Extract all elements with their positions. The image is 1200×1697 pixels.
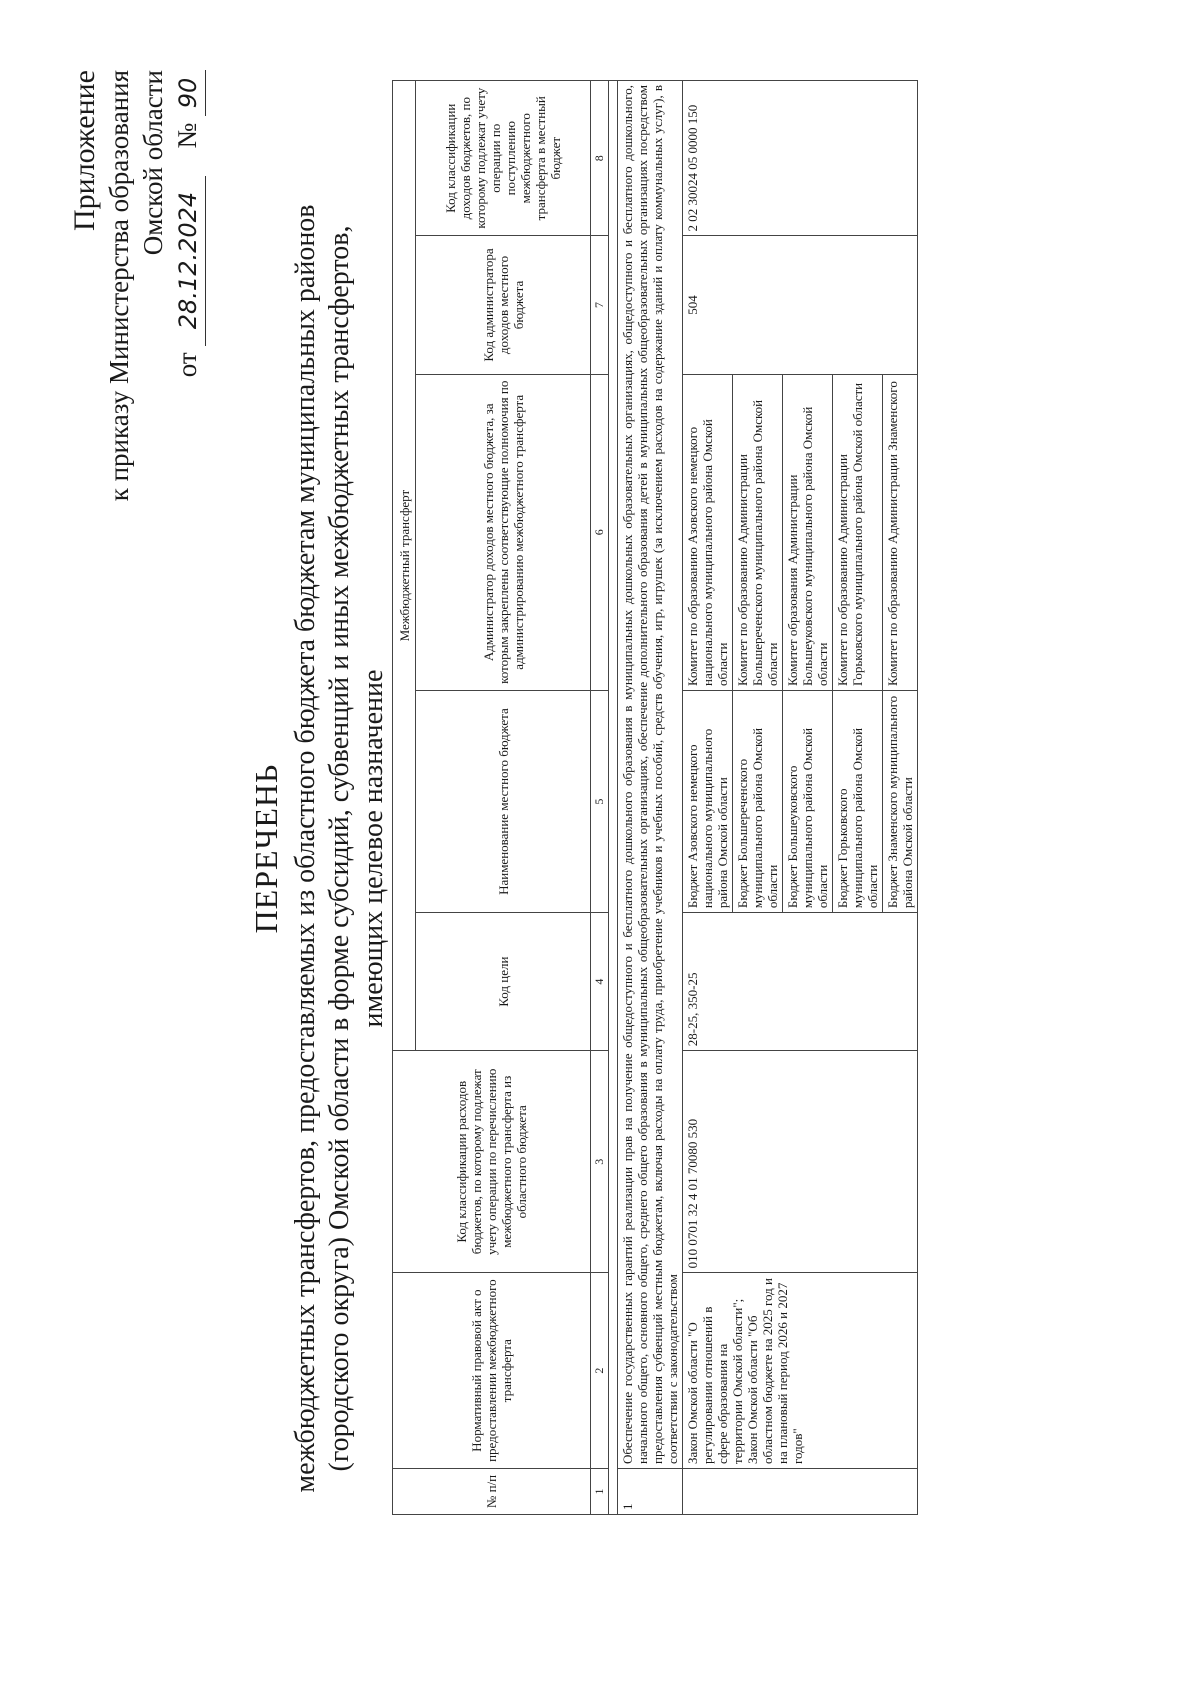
section-description: Обеспечение государственных гарантий реализации прав на получение общедоступного и бесплатного дошкольного образования в муниципальных дошкольных образовательных организациях, общедоступного и бесплатного дошкольного, начального общего, основного общего, среднего общего образования в муниципальных общеобразовательных организациях, обеспечение дополнительного образования детей в муниципальных общеобразовательных организациях посредством предоставления субвенций местным бюджетам, включая расходы на оплату труда, приобретение учебников и учебных пособий, средств обучения, игр, игрушек (за исключением расходов на содержание зданий и оплату коммунальных услуг), в соответствии с законодательством	[618, 81, 683, 1469]
order-date: 28.12.2024	[171, 176, 206, 346]
income-admin-cell: Комитет по образованию Администрации Большереченского муниципального района Омской области	[733, 374, 783, 690]
title-line-2: (городского округа) Омской области в форме субсидий, субвенций и иных межбюджетных трансфертов,	[324, 225, 355, 1472]
income-admin-cell: Комитет по образованию Администрации Горьковского муниципального района Омской области	[833, 374, 883, 690]
spacer-row	[609, 81, 618, 1515]
title-heading: ПЕРЕЧЕНЬ	[248, 763, 284, 934]
col-number: 1	[591, 1468, 609, 1514]
appendix-region: Омской области	[138, 70, 168, 256]
title-line-3: имеющих целевое назначение	[358, 669, 389, 1028]
legal-act-cell: Закон Омской области "О регулировании отношений в сфере образования на территории Омской области"; Закон Омской области "Об областном бюджете на 2025 год и на плановый период 2026 и 2027 годов"	[683, 1273, 918, 1469]
header-legal-act: Нормативный правовой акт о предоставлении межбюджетного трансферта	[393, 1273, 591, 1469]
number-label: №	[172, 122, 202, 149]
document-title	[248, 0, 391, 1697]
col-number: 2	[591, 1273, 609, 1469]
expense-code-cell: 010 0701 32 4 01 70080 530	[683, 1051, 918, 1273]
admin-code-cell: 504	[683, 236, 918, 374]
appendix-date-number	[170, 70, 206, 501]
budget-name-cell: Бюджет Большереченского муниципального района Омской области	[733, 691, 783, 913]
appendix-block	[68, 70, 206, 501]
order-number: 90	[171, 70, 206, 116]
col-number: 7	[591, 236, 609, 374]
income-code-cell: 2 02 30024 05 0000 150	[683, 81, 918, 236]
target-code-cell: 28-25, 350-25	[683, 913, 918, 1051]
transfers-table	[392, 80, 918, 1515]
budget-name-cell: Бюджет Азовского немецкого национального муниципального района Омской области	[683, 691, 733, 913]
appendix-order: к приказу Министерства образования	[104, 70, 134, 502]
budget-name-cell: Бюджет Большеуковского муниципального района Омской области	[783, 691, 833, 913]
table-row	[683, 81, 733, 1515]
budget-name-cell: Бюджет Знаменского муниципального района Омской области	[883, 691, 918, 913]
section-number: 1	[618, 1468, 683, 1514]
header-budget-name: Наименование местного бюджета	[416, 691, 591, 913]
col-number: 8	[591, 81, 609, 236]
income-admin-cell: Комитет образования Администрации Большеуковского муниципального района Омской области	[783, 374, 833, 690]
income-admin-cell: Комитет по образованию Администрации Знаменского	[883, 374, 918, 690]
appendix-title: Приложение	[68, 70, 101, 232]
header-income-code: Код классификации доходов бюджетов, по которому подлежат учету операции по поступлению межбюджетного трансферта в местный бюджет	[416, 81, 591, 236]
header-income-admin: Администратор доходов местного бюджета, за которым закреплены соответствующие полномочия по администрированию межбюджетного трансферта	[416, 374, 591, 690]
header-target-code: Код цели	[416, 913, 591, 1051]
col-number: 6	[591, 374, 609, 690]
income-admin-cell: Комитет по образованию Азовского немецкого национального муниципального района Омской области	[683, 374, 733, 690]
col-number: 4	[591, 913, 609, 1051]
col-number: 5	[591, 691, 609, 913]
empty-cell	[683, 1468, 918, 1514]
header-admin-code: Код администратора доходов местного бюджета	[416, 236, 591, 374]
header-num: № п/п	[393, 1468, 591, 1514]
header-group-transfer: Межбюджетный трансферт	[393, 81, 416, 1051]
from-label: от	[172, 352, 202, 378]
header-expense-code: Код классификации расходов бюджетов, по которому подлежат учету операции по перечислению межбюджетного трансферта из областного бюджета	[393, 1051, 591, 1273]
column-numbers-row	[591, 81, 609, 1515]
budget-name-cell: Бюджет Горьковского муниципального района Омской области	[833, 691, 883, 913]
col-number: 3	[591, 1051, 609, 1273]
title-line-1: межбюджетных трансфертов, предоставляемых из областного бюджета бюджетам муниципальных районов	[290, 204, 321, 1493]
section-row	[618, 81, 683, 1515]
